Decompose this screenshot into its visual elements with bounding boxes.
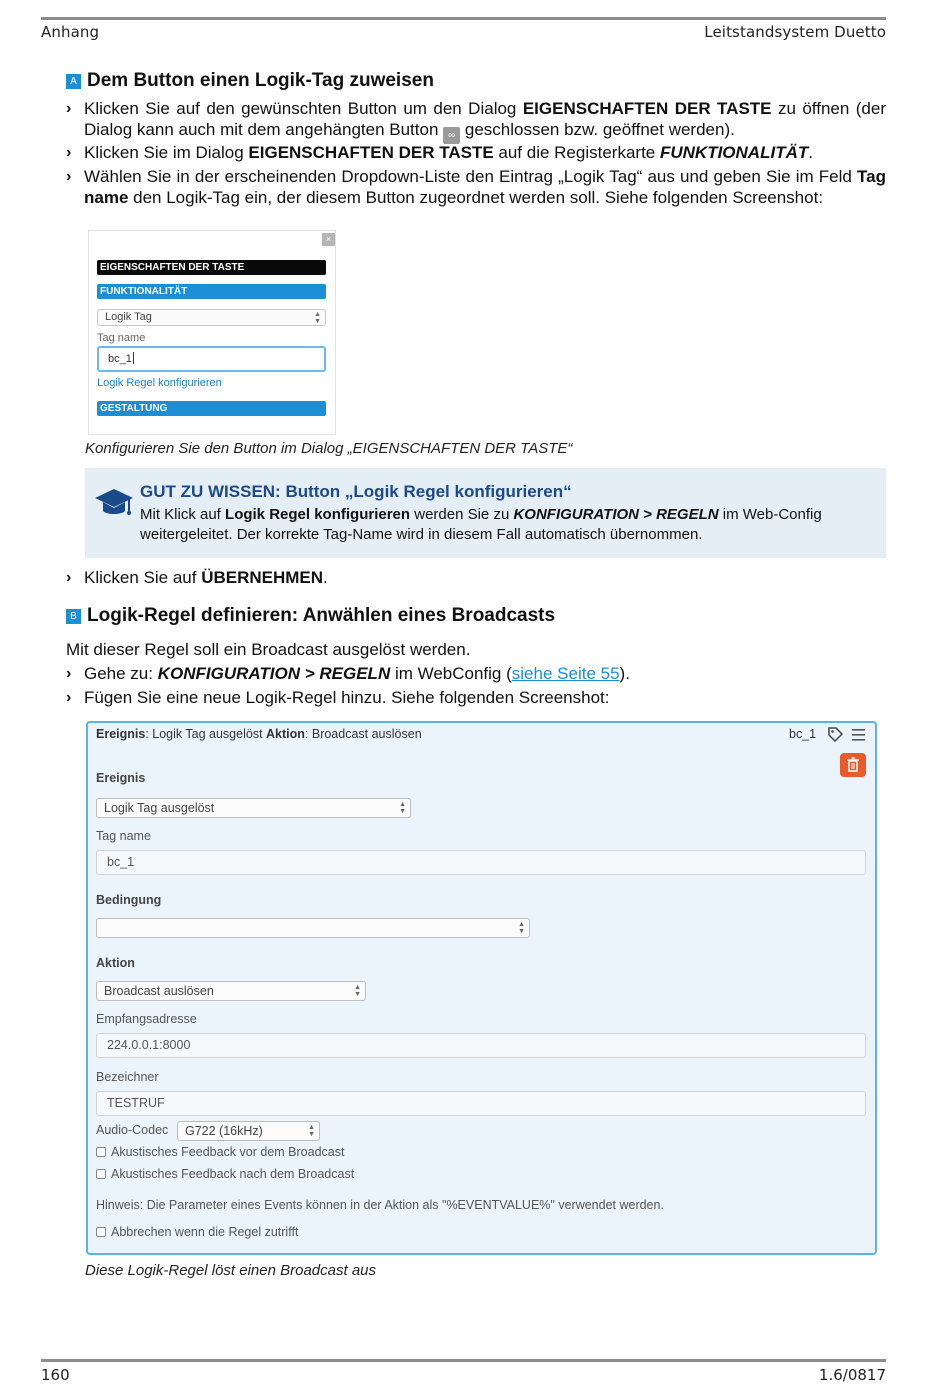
page-number: 160 — [41, 1366, 70, 1384]
action-section-title: Aktion — [96, 956, 135, 970]
step-text: geschlossen bzw. geöffnet werden). — [460, 119, 735, 139]
codec-select-value: G722 (16kHz) — [185, 1124, 263, 1138]
tab-functionality[interactable]: FUNKTIONALITÄT — [97, 284, 326, 299]
rule-header-action-value: : Broadcast auslösen — [304, 727, 422, 741]
info-text-part: Mit Klick auf — [140, 506, 226, 523]
checkbox-label: Abbrechen wenn die Regel zutrifft — [111, 1225, 299, 1239]
trash-icon — [840, 753, 866, 777]
section-a-badge: A — [66, 74, 81, 89]
list-item — [66, 568, 886, 589]
list-item — [66, 143, 886, 164]
event-section-title: Ereignis — [96, 771, 146, 785]
tag-name-label: Tag name — [97, 332, 146, 344]
step-text: im WebConfig ( — [390, 664, 512, 683]
menu-icon[interactable] — [851, 727, 866, 742]
tab-design[interactable]: GESTALTUNG — [97, 401, 326, 416]
codec-select[interactable] — [177, 1121, 320, 1141]
select-arrows-icon: ▲ ▼ — [399, 801, 406, 815]
list-item — [66, 664, 886, 685]
condition-select[interactable] — [96, 918, 530, 938]
rule-header-summary — [96, 727, 422, 741]
address-input[interactable]: 224.0.0.1:8000 — [96, 1033, 866, 1058]
name-label: Bezeichner — [96, 1070, 159, 1084]
step-text: Klicken Sie im Dialog — [84, 143, 249, 162]
info-title — [140, 482, 572, 502]
figure-caption: Konfigurieren Sie den Button im Dialog „EIGENSCHAFTEN DER TASTE“ — [85, 440, 573, 457]
checkbox-label: Akustisches Feedback nach dem Broadcast — [111, 1167, 355, 1181]
step-text: Gehe zu: — [84, 664, 158, 683]
rule-header-event-label: Ereignis — [96, 727, 146, 741]
step-text: Klicken Sie auf — [84, 568, 202, 587]
chevron-right-icon: › — [66, 168, 72, 185]
step-text: . — [808, 143, 813, 162]
address-label: Empfangsadresse — [96, 1012, 197, 1026]
info-text-path: KONFIGURATION > REGELN — [513, 506, 719, 523]
checkbox-label: Akustisches Feedback vor dem Broadcast — [111, 1145, 345, 1159]
info-text-part: werden Sie zu — [410, 506, 514, 523]
name-input[interactable]: TESTRUF — [96, 1091, 866, 1116]
info-title-prefix: GUT ZU WISSEN: — [140, 482, 281, 501]
step-text: zu öffnen (der Dialog kann auch mit dem angehängten Button — [84, 99, 886, 139]
step-text: Klicken Sie auf den gewünschten Button um den Dialog — [84, 99, 523, 118]
document-version: 1.6/0817 — [818, 1366, 886, 1384]
list-item — [66, 167, 886, 208]
list-item — [66, 688, 886, 709]
chevron-right-icon: › — [66, 689, 72, 706]
chevron-right-icon: › — [66, 665, 72, 682]
button-name: ÜBERNEHMEN — [201, 568, 324, 587]
checkbox-box[interactable] — [96, 1147, 106, 1157]
info-title-rest: Button „Logik Regel konfigurieren“ — [280, 482, 572, 501]
header-rule — [41, 17, 886, 20]
list-item — [66, 99, 886, 144]
link-button-icon: ∞ — [443, 127, 460, 144]
step-text: Fügen Sie eine neue Logik-Regel hinzu. Siehe folgenden Screenshot: — [84, 688, 610, 707]
step-text: Wählen Sie in der erscheinenden Dropdown-Liste den Eintrag „Logik Tag“ aus und geben Sie im Feld — [84, 167, 858, 186]
section-b-badge: B — [66, 609, 81, 624]
field-name: Tag name — [84, 167, 886, 207]
text-cursor — [133, 352, 134, 364]
rule-tag: bc_1 — [789, 727, 817, 741]
event-select-value: Logik Tag ausgelöst — [104, 801, 215, 815]
dialog-name: EIGENSCHAFTEN DER TASTE — [248, 143, 494, 162]
select-arrows-icon: ▲ ▼ — [354, 984, 361, 998]
info-text-part: im Web-Config weitergeleitet. Der korrekte Tag-Name wird in diesem Fall automatisch übernommen. — [140, 506, 822, 543]
footer-rule — [41, 1359, 886, 1362]
feedback-after-checkbox[interactable] — [96, 1167, 354, 1181]
checkbox-box[interactable] — [96, 1227, 106, 1237]
logic-rule-link[interactable]: Logik Regel konfigurieren — [97, 377, 222, 389]
function-select[interactable] — [97, 309, 326, 326]
event-select[interactable] — [96, 798, 411, 818]
rule-header-action-label: Aktion — [266, 727, 305, 741]
action-select-value: Broadcast auslösen — [104, 984, 214, 998]
step-text: ). — [619, 664, 630, 683]
header-product: Leitstandsystem Duetto — [704, 23, 886, 41]
tag-name-label: Tag name — [96, 829, 151, 843]
condition-section-title: Bedingung — [96, 893, 162, 907]
chevron-right-icon: › — [66, 100, 72, 117]
hint-text: Hinweis: Die Parameter eines Events können in der Aktion als "%EVENTVALUE%" verwendet werden. — [96, 1198, 664, 1212]
checkbox-box[interactable] — [96, 1169, 106, 1179]
dialog-name: EIGENSCHAFTEN DER TASTE — [522, 99, 772, 118]
rule-header-event-value: : Logik Tag ausgelöst — [145, 727, 267, 741]
section-b-title: Logik-Regel definieren: Anwählen eines Broadcasts — [87, 605, 556, 626]
select-arrows-icon: ▲ ▼ — [314, 310, 321, 325]
select-arrows-icon: ▲ ▼ — [308, 1124, 315, 1138]
graduation-cap-icon — [94, 486, 134, 520]
section-a-title: Dem Button einen Logik-Tag zuweisen — [87, 70, 434, 91]
tab-name: FUNKTIONALITÄT — [659, 143, 809, 162]
dialog-title-bar: EIGENSCHAFTEN DER TASTE — [97, 260, 326, 275]
menu-path: KONFIGURATION > REGELN — [157, 664, 391, 683]
codec-label: Audio-Codec — [96, 1123, 169, 1137]
step-text: . — [323, 568, 328, 587]
close-icon[interactable]: × — [322, 233, 335, 246]
section-a-heading — [66, 70, 434, 92]
page-reference-link[interactable]: siehe Seite 55 — [511, 664, 620, 683]
section-b-intro: Mit dieser Regel soll ein Broadcast ausgelöst werden. — [66, 640, 471, 659]
function-select-value: Logik Tag — [105, 311, 152, 323]
tag-icon[interactable] — [827, 726, 844, 743]
action-select[interactable] — [96, 981, 366, 1001]
info-text-bold: Logik Regel konfigurieren — [225, 506, 411, 523]
feedback-before-checkbox[interactable] — [96, 1145, 344, 1159]
info-text — [140, 505, 870, 545]
chevron-right-icon: › — [66, 569, 72, 586]
delete-button[interactable] — [840, 753, 866, 777]
abort-checkbox[interactable] — [96, 1225, 298, 1239]
chevron-right-icon: › — [66, 144, 72, 161]
step-text: den Logik-Tag ein, der diesem Button zugeordnet werden soll. Siehe folgenden Screenshot: — [128, 187, 824, 207]
figure-caption: Diese Logik-Regel löst einen Broadcast aus — [85, 1262, 376, 1279]
tag-name-input[interactable]: bc_1 — [96, 850, 866, 875]
tag-name-value: bc_1 — [108, 353, 132, 365]
select-arrows-icon: ▲ ▼ — [518, 921, 525, 935]
step-text: auf die Registerkarte — [493, 143, 660, 162]
section-b-heading — [66, 605, 555, 627]
tag-name-input[interactable] — [97, 346, 326, 372]
header-chapter: Anhang — [41, 23, 100, 41]
